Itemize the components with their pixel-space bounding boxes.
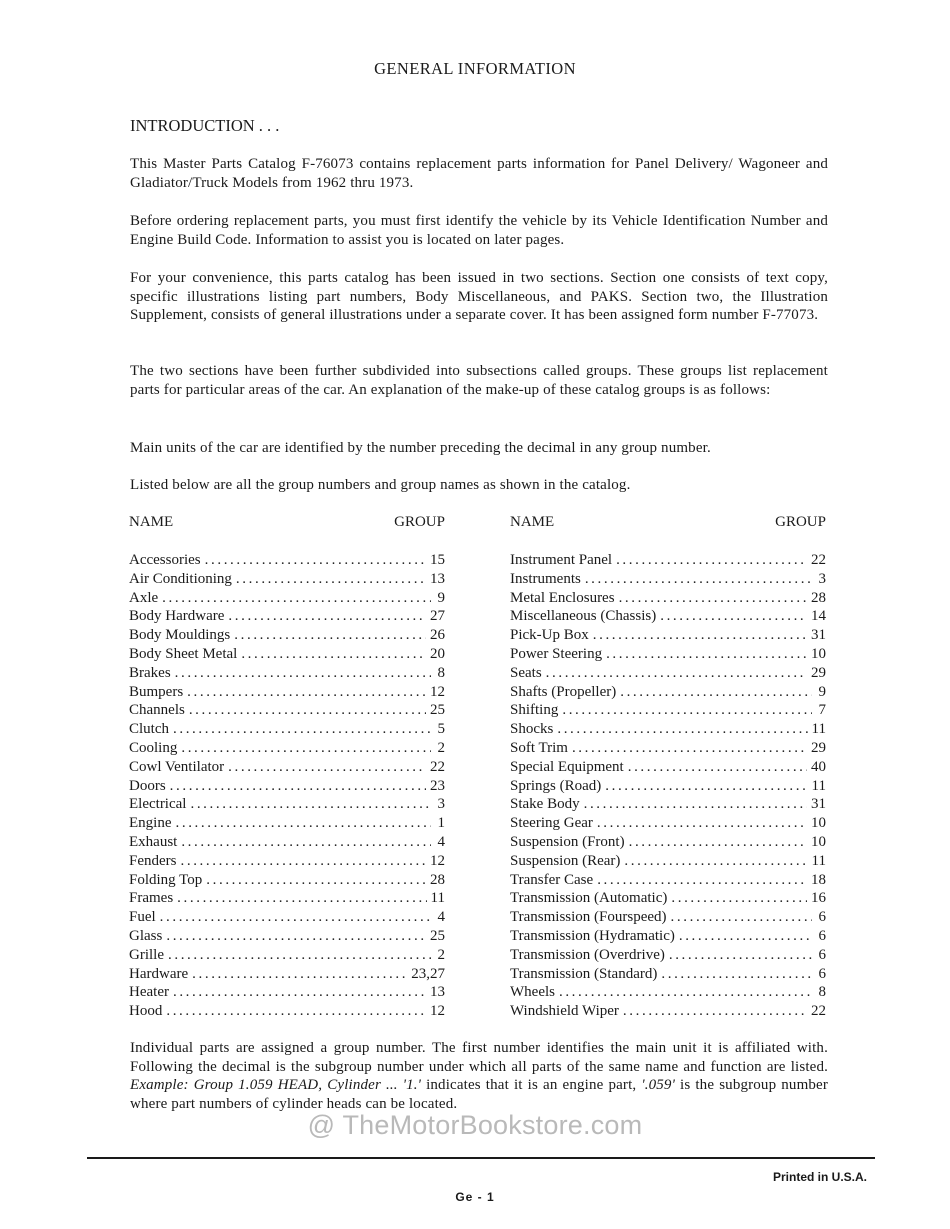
entry-name: Fenders [129, 852, 177, 869]
entry-name: Suspension (Rear) [510, 852, 621, 869]
entry-name: Body Sheet Metal [129, 645, 238, 662]
group-index-entry [510, 889, 826, 908]
entry-group-number: 12 [430, 1003, 445, 1020]
entry-group-number: 18 [811, 871, 826, 888]
entry-group-number: 29 [811, 739, 826, 756]
group-index-entry [129, 777, 445, 796]
entry-name: Electrical [129, 796, 187, 813]
entry-group-number: 8 [437, 664, 445, 681]
entry-group-number: 27 [430, 608, 445, 625]
dot-leader [559, 983, 812, 1002]
group-index-entry [129, 983, 445, 1002]
entry-name: Clutch [129, 721, 169, 738]
dot-leader [234, 626, 426, 645]
name-column-header: NAME [129, 514, 174, 530]
dot-leader [206, 871, 426, 890]
group-index-entry [129, 701, 445, 720]
group-index-entry [129, 739, 445, 758]
column-header [510, 513, 826, 531]
entry-group-number: 10 [811, 645, 826, 662]
entry-name: Transmission (Hydramatic) [510, 927, 675, 944]
entry-group-number: 9 [437, 589, 445, 606]
entry-group-number: 26 [430, 627, 445, 644]
dot-leader [228, 607, 426, 626]
entry-group-number: 29 [811, 664, 826, 681]
entry-group-number: 6 [818, 946, 826, 963]
entry-group-number: 12 [430, 852, 445, 869]
group-index-entry [510, 908, 826, 927]
entry-group-number: 2 [437, 739, 445, 756]
dot-leader [170, 777, 426, 796]
group-index-entry [510, 683, 826, 702]
entry-name: Bumpers [129, 683, 184, 700]
paragraph-main-units: Main units of the car are identified by the number preceding the decimal in any group number. [130, 440, 711, 456]
entry-group-number: 6 [818, 927, 826, 944]
section-heading-introduction: INTRODUCTION . . . [130, 116, 280, 135]
dot-leader [679, 927, 812, 946]
entry-name: Transfer Case [510, 871, 594, 888]
dot-leader [236, 570, 426, 589]
entry-group-number: 3 [437, 796, 445, 813]
group-column-header: GROUP [775, 514, 826, 530]
group-column-header: GROUP [394, 514, 445, 530]
entry-group-number: 28 [430, 871, 445, 888]
paragraph-catalog-sections: For your convenience, this parts catalog has been issued in two sections. Section one consists of text copy, specific illustrations listing part numbers, Body Miscellaneous, and PAKS. Section two, the Illustration Supplement, consists of general illustrations under a separate cover. It has been assigned form number F-77073. [130, 270, 828, 324]
group-index-entry [129, 645, 445, 664]
entry-group-number: 4 [437, 833, 445, 850]
entry-group-number: 1 [437, 815, 445, 832]
entry-name: Cooling [129, 739, 178, 756]
dot-leader [605, 777, 807, 796]
dot-leader [189, 701, 426, 720]
dot-leader [546, 664, 807, 683]
dot-leader [597, 814, 807, 833]
closing-text: indicates that it is an engine part, [426, 1077, 637, 1094]
paragraph-groups: The two sections have been further subdivided into subsections called groups. These groups list replacement parts for particular areas of the car. An explanation of the make-up of these catalog groups is as follows: [130, 363, 828, 398]
printed-in-label: Printed in U.S.A. [772, 1170, 867, 1184]
closing-subgroup: '.059' [641, 1077, 675, 1094]
dot-leader [173, 983, 426, 1002]
dot-leader [585, 570, 812, 589]
dot-leader [181, 852, 427, 871]
group-index-entry [510, 965, 826, 984]
dot-leader [166, 927, 426, 946]
entry-name: Shafts (Propeller) [510, 683, 617, 700]
entry-group-number: 22 [430, 758, 445, 775]
entry-name: Stake Body [510, 796, 580, 813]
dot-leader [205, 551, 426, 570]
entry-name: Soft Trim [510, 739, 568, 756]
entry-group-number: 4 [437, 909, 445, 926]
group-index-entry [510, 607, 826, 626]
group-index-entry [510, 570, 826, 589]
group-index-entry [129, 871, 445, 890]
group-index-entry [510, 946, 826, 965]
dot-leader [175, 664, 431, 683]
entry-group-number: 7 [818, 702, 826, 719]
entry-group-number: 12 [430, 683, 445, 700]
dot-leader [181, 833, 431, 852]
entry-name: Windshield Wiper [510, 1003, 619, 1020]
dot-leader [160, 908, 431, 927]
entry-name: Shocks [510, 721, 554, 738]
dot-leader [241, 645, 426, 664]
group-index-entry [129, 551, 445, 570]
entry-name: Transmission (Standard) [510, 965, 658, 982]
dot-leader [166, 1002, 426, 1021]
group-index-entry [510, 852, 826, 871]
group-index-entry [129, 814, 445, 833]
group-index-entry [129, 908, 445, 927]
group-index-left-column [129, 513, 445, 1021]
group-index-entry [510, 833, 826, 852]
dot-leader [606, 645, 807, 664]
page-number: Ge - 1 [455, 1190, 495, 1204]
dot-leader [624, 852, 807, 871]
entry-group-number: 11 [811, 777, 826, 794]
entry-name: Wheels [510, 984, 555, 1001]
entry-group-number: 3 [818, 570, 826, 587]
group-index-entry [510, 589, 826, 608]
entry-name: Fuel [129, 909, 156, 926]
entry-name: Grille [129, 946, 164, 963]
entry-group-number: 20 [430, 645, 445, 662]
entry-group-number: 31 [811, 796, 826, 813]
dot-leader [629, 833, 807, 852]
entry-group-number: 23 [430, 777, 445, 794]
entry-group-number: 11 [811, 721, 826, 738]
entry-group-number: 13 [430, 570, 445, 587]
dot-leader [192, 965, 407, 984]
watermark: @ TheMotorBookstore.com [307, 1110, 643, 1140]
entry-name: Engine [129, 815, 172, 832]
group-index-entry [510, 795, 826, 814]
group-index-entry [510, 626, 826, 645]
entry-group-number: 11 [811, 852, 826, 869]
closing-text: Individual parts are assigned a group number. The first number identifies the main unit it is affiliated with. Following the decimal is the subgroup number under which all parts of the same name and function are listed. [130, 1040, 828, 1075]
closing-example: Example: Group 1.059 HEAD, Cylinder ... '1.' [130, 1077, 422, 1094]
dot-leader [181, 739, 431, 758]
group-index-entry [129, 570, 445, 589]
dot-leader [661, 965, 812, 984]
group-index-entry [510, 739, 826, 758]
entry-name: Cowl Ventilator [129, 758, 225, 775]
group-index-entry [129, 889, 445, 908]
dot-leader [623, 1002, 807, 1021]
dot-leader [620, 683, 812, 702]
entry-group-number: 13 [430, 984, 445, 1001]
entry-name: Heater [129, 984, 169, 1001]
dot-leader [671, 908, 812, 927]
dot-leader [187, 683, 426, 702]
group-index-entry [510, 720, 826, 739]
entry-group-number: 16 [811, 890, 826, 907]
dot-leader [176, 814, 432, 833]
group-index-entry [129, 626, 445, 645]
group-index-entry [129, 683, 445, 702]
group-index-entry [510, 645, 826, 664]
entry-name: Channels [129, 702, 185, 719]
entry-name: Doors [129, 777, 166, 794]
entry-name: Steering Gear [510, 815, 593, 832]
page-title: GENERAL INFORMATION [374, 59, 576, 78]
group-index-entry [510, 551, 826, 570]
entry-group-number: 8 [818, 984, 826, 1001]
entry-name: Springs (Road) [510, 777, 602, 794]
dot-leader [616, 551, 807, 570]
dot-leader [628, 758, 807, 777]
dot-leader [557, 720, 807, 739]
group-index-entry [129, 758, 445, 777]
entry-group-number: 9 [818, 683, 826, 700]
entry-group-number: 6 [818, 965, 826, 982]
column-header [129, 513, 445, 531]
dot-leader [671, 889, 807, 908]
entry-name: Special Equipment [510, 758, 624, 775]
dot-leader [162, 589, 431, 608]
entry-name: Shifting [510, 702, 559, 719]
group-index-entry [129, 720, 445, 739]
group-index-entry [510, 664, 826, 683]
group-index-entry [129, 607, 445, 626]
entry-group-number: 14 [811, 608, 826, 625]
group-index-entry [129, 589, 445, 608]
entry-name: Seats [510, 664, 542, 681]
dot-leader [173, 720, 431, 739]
group-index-entry [510, 777, 826, 796]
dot-leader [669, 946, 812, 965]
entry-group-number: 10 [811, 815, 826, 832]
entry-group-number: 25 [430, 702, 445, 719]
entry-group-number: 25 [430, 927, 445, 944]
entry-name: Hood [129, 1003, 163, 1020]
entry-name: Instruments [510, 570, 581, 587]
entry-group-number: 40 [811, 758, 826, 775]
entry-name: Instrument Panel [510, 552, 613, 568]
entry-group-number: 22 [811, 1003, 826, 1020]
group-index-entry [510, 927, 826, 946]
group-index-entry [129, 664, 445, 683]
entry-name: Metal Enclosures [510, 589, 615, 606]
dot-leader [177, 889, 426, 908]
dot-leader [228, 758, 426, 777]
paragraph-listed-below: Listed below are all the group numbers and group names as shown in the catalog. [130, 477, 631, 493]
entry-name: Brakes [129, 664, 171, 681]
paragraph-group-numbering [130, 1039, 828, 1114]
entry-group-number: 2 [437, 946, 445, 963]
entry-name: Body Mouldings [129, 627, 231, 644]
group-index-entry [129, 946, 445, 965]
group-index-entry [129, 852, 445, 871]
group-index-entry [129, 1002, 445, 1021]
dot-leader [660, 607, 807, 626]
group-index-entry [129, 965, 445, 984]
group-index-list [129, 551, 445, 1021]
dot-leader [584, 795, 807, 814]
entry-group-number: 23,27 [411, 965, 445, 982]
paragraph-catalog-scope: This Master Parts Catalog F-76073 contains replacement parts information for Panel Delivery/ Wagoneer and Gladiator/Truck Models from 1962 thru 1973. [130, 156, 828, 191]
dot-leader [168, 946, 431, 965]
group-index-entry [129, 795, 445, 814]
entry-name: Miscellaneous (Chassis) [510, 608, 657, 625]
group-index-entry [510, 1002, 826, 1021]
entry-group-number: 22 [811, 552, 826, 568]
name-column-header: NAME [510, 514, 555, 530]
entry-name: Transmission (Fourspeed) [510, 909, 667, 926]
group-index-entry [510, 871, 826, 890]
entry-name: Air Conditioning [129, 570, 232, 587]
dot-leader [597, 871, 807, 890]
entry-name: Exhaust [129, 833, 178, 850]
group-index-list [510, 551, 826, 1021]
entry-name: Body Hardware [129, 608, 225, 625]
group-index-entry [129, 927, 445, 946]
group-index-entry [510, 814, 826, 833]
entry-name: Accessories [129, 552, 201, 568]
paragraph-identify-vehicle: Before ordering replacement parts, you must first identify the vehicle by its Vehicle Identification Number and Engine Build Code. Information to assist you is located on later pages. [130, 213, 828, 248]
entry-group-number: 15 [430, 552, 445, 568]
entry-name: Glass [129, 927, 163, 944]
group-index-entry [510, 701, 826, 720]
entry-group-number: 11 [430, 890, 445, 907]
entry-name: Folding Top [129, 871, 203, 888]
dot-leader [593, 626, 807, 645]
closing-text: is the subgroup number where part numbers of cylinder heads can be located. [130, 1077, 828, 1113]
group-index-entry [510, 758, 826, 777]
entry-name: Axle [129, 589, 159, 606]
entry-name: Transmission (Automatic) [510, 890, 668, 907]
entry-name: Pick-Up Box [510, 627, 589, 644]
group-index-right-column [510, 513, 826, 1021]
entry-group-number: 5 [437, 721, 445, 738]
entry-group-number: 28 [811, 589, 826, 606]
dot-leader [572, 739, 807, 758]
entry-name: Power Steering [510, 645, 603, 662]
group-index-entry [510, 983, 826, 1002]
dot-leader [619, 589, 807, 608]
entry-name: Suspension (Front) [510, 833, 625, 850]
entry-group-number: 10 [811, 833, 826, 850]
dot-leader [562, 701, 812, 720]
entry-name: Frames [129, 890, 174, 907]
entry-name: Hardware [129, 965, 189, 982]
group-index-entry [129, 833, 445, 852]
entry-group-number: 6 [818, 909, 826, 926]
entry-group-number: 31 [811, 627, 826, 644]
entry-name: Transmission (Overdrive) [510, 946, 665, 963]
dot-leader [190, 795, 431, 814]
footer-rule [87, 1157, 875, 1159]
